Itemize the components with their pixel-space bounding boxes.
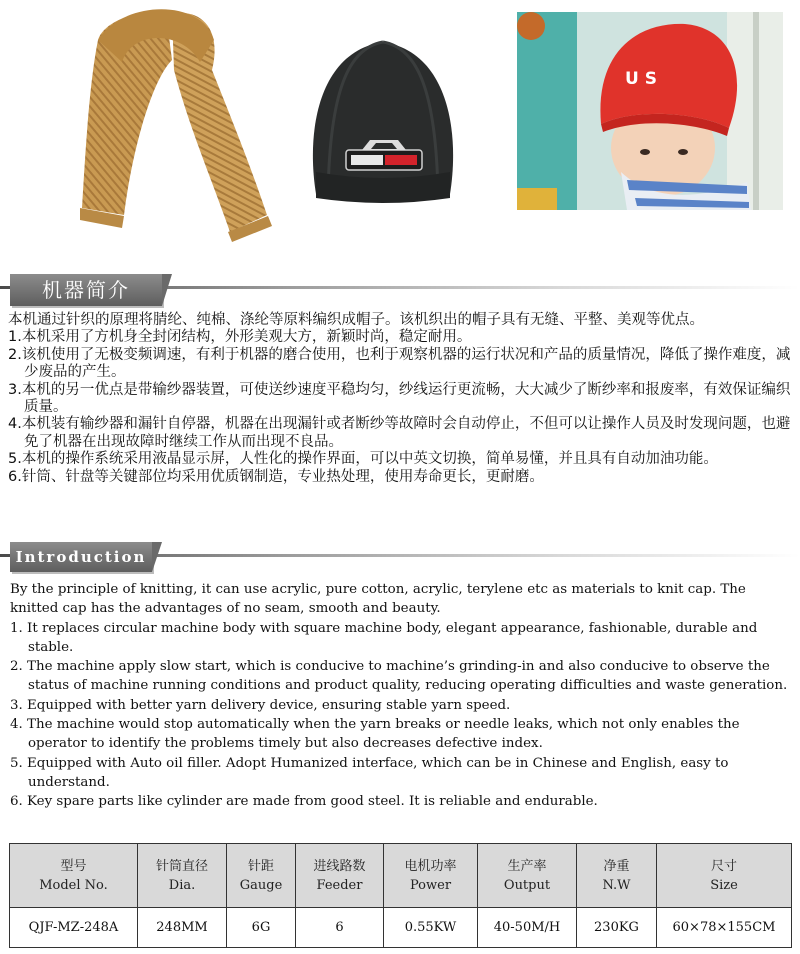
table-header-row — [10, 844, 792, 908]
header-en: Model No. — [39, 877, 108, 893]
banner-tab — [10, 274, 162, 306]
en-item: 4. The machine would stop automatically when the yarn breaks or needle leaks, which not only enables the operator to identify the problems timely but also decreases defective index. — [10, 717, 740, 752]
header-en: Gauge — [239, 877, 283, 893]
child-red-cap-photo — [517, 12, 783, 210]
cell-size: 60×78×155CM — [657, 908, 792, 948]
en-item: 6. Key spare parts like cylinder are made from good steel. It is reliable and endurable. — [10, 794, 598, 810]
banner-tab — [10, 542, 152, 572]
en-description — [10, 580, 794, 812]
en-section-banner — [0, 542, 800, 574]
table-header-cell — [227, 844, 296, 908]
header-cn: 电机功率 — [404, 858, 457, 874]
product-photo-strip — [0, 0, 800, 250]
cell-dia: 248MM — [138, 908, 227, 948]
spec-table — [9, 843, 792, 948]
header-en: N.W — [602, 877, 631, 893]
beanie-photo — [288, 12, 478, 212]
cell-output: 40-50M/H — [478, 908, 577, 948]
en-item: 3. Equipped with better yarn delivery device, ensuring stable yarn speed. — [10, 697, 511, 713]
table-header-cell — [478, 844, 577, 908]
table-header-cell — [296, 844, 384, 908]
header-en: Size — [710, 877, 738, 893]
header-en: Feeder — [316, 877, 363, 893]
header-cn: 型号 — [60, 858, 87, 874]
cn-item: 6.针筒、针盘等关键部位均采用优质钢制造，专业热处理，使用寿命更长，更耐磨。 — [8, 468, 544, 485]
header-cn: 针距 — [247, 858, 274, 874]
en-section-title: Introduction — [15, 548, 147, 566]
cell-model: QJF-MZ-248A — [10, 908, 138, 948]
cell-weight: 230KG — [577, 908, 657, 948]
en-intro: By the principle of knitting, it can use acrylic, pure cotton, acrylic, terylene etc as materials to knit cap. The knitted cap has the advantages of no seam, smooth and beauty. — [10, 582, 746, 617]
cn-item: 3.本机的另一优点是带输纱器装置，可使送纱速度平稳均匀，纱线运行更流畅，大大减少了断纱率和报废率，有效保证编织质量。 — [8, 381, 791, 416]
header-cn: 针筒直径 — [155, 858, 208, 874]
header-cn: 尺寸 — [710, 858, 737, 874]
en-item: 1. It replaces circular machine body with square machine body, elegant appearance, fashionable, durable and stable. — [10, 620, 758, 655]
table-header-cell — [657, 844, 792, 908]
header-en: Dia. — [168, 877, 196, 893]
header-cn: 生产率 — [507, 858, 547, 874]
cn-section-banner — [0, 274, 800, 306]
cap-us-text: U S — [625, 69, 657, 89]
cell-gauge: 6G — [227, 908, 296, 948]
table-header-cell — [577, 844, 657, 908]
en-item: 5. Equipped with Auto oil filler. Adopt Humanized interface, which can be in Chinese and English, easy to understand. — [10, 755, 729, 790]
cn-item: 5.本机的操作系统采用液晶显示屏，人性化的操作界面，可以中英文切换，简单易懂，并且具有自动加油功能。 — [8, 451, 718, 468]
cn-intro: 本机通过针织的原理将腈纶、纯棉、涤纶等原料编织成帽子。该机织出的帽子具有无缝、平整、美观等优点。 — [8, 312, 704, 328]
table-row — [10, 908, 792, 948]
header-cn: 净重 — [603, 858, 630, 874]
cn-item: 1.本机采用了方机身全封闭结构，外形美观大方，新颖时尚，稳定耐用。 — [8, 329, 472, 346]
en-item: 2. The machine apply slow start, which is conducive to machine’s grinding-in and also conducive to observe the status of machine running conditions and product quality, reducing operating difficulties and waste generation. — [10, 659, 788, 694]
cn-section-title: 机器简介 — [42, 278, 130, 302]
cn-item: 2.该机使用了无极变频调速，有利于机器的磨合使用，也利于观察机器的运行状况和产品的质量情况，降低了操作难度，减少废品的产生。 — [8, 346, 791, 381]
scarf-photo — [62, 0, 292, 250]
header-en: Output — [503, 877, 551, 893]
table-header-cell — [10, 844, 138, 908]
table-header-cell — [138, 844, 227, 908]
header-cn: 进线路数 — [313, 858, 366, 874]
table-header-cell — [384, 844, 478, 908]
cn-description — [8, 312, 794, 486]
cn-item: 4.本机装有输纱器和漏针自停器，机器在出现漏针或者断纱等故障时会自动停止，不但可以让操作人员及时发现问题，也避免了机器在出现故障时继续工作从而出现不良品。 — [8, 416, 791, 450]
cell-feeder: 6 — [296, 908, 384, 948]
cell-power: 0.55KW — [384, 908, 478, 948]
header-en: Power — [409, 877, 452, 893]
